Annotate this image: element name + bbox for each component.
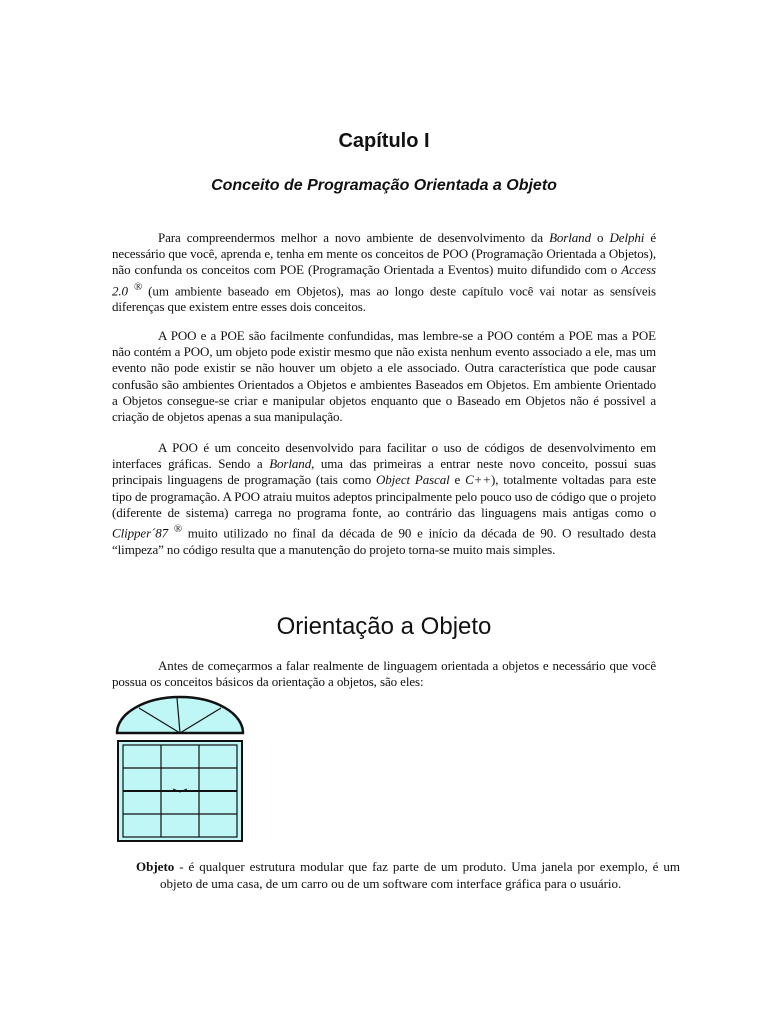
object-pascal-term: Object Pascal: [375, 472, 450, 488]
borland-term: Borland: [549, 230, 591, 245]
definition-term: Objeto: [136, 859, 175, 874]
delphi-term: Delphi: [609, 230, 645, 245]
window-illustration: [115, 695, 245, 843]
paragraph-concepts-intro: Antes de começarmos a falar realmente de linguagem orientada a objetos e necessário que você possua os conceitos básicos da orientação a objetos, são eles:: [112, 658, 656, 690]
chapter-title: Capítulo I: [338, 130, 430, 152]
cpp-term: C++: [465, 472, 491, 488]
registered-mark: ®: [134, 280, 143, 293]
chapter-subtitle: Conceito de Programação Orientada a Objeto: [211, 177, 557, 194]
definition-objeto: Objeto - é qualquer estrutura modular que faz parte de um produto. Uma janela por exemplo, é um objeto de uma casa, de um carro ou de um software com interface gráfica para o usuário.: [136, 859, 680, 891]
paragraph-poo-poe: A POO e a POE são facilmente confundidas, mas lembre-se a POO contém a POE mas a POE não contém a POO, um objeto pode existir mesmo que não exista nenhum evento associado a ele, mas um evento não pode existir se não houver um objeto a ele associado. Outra característica que pode causar confusão são ambientes Orientados a Objetos e ambientes Baseados em Objetos. Em ambiente Orientado a Objetos consegue-se criar e manipular objetos enquanto que o Baseado em Objetos não é possivel a criação de objetos apenas a sua manipulação.: [112, 328, 656, 425]
paragraph-poo-history: A POO é um conceito desenvolvido para facilitar o uso de códigos de desenvolvimento em interfaces gráficas. Sendo a Borland, uma das primeiras a entrar neste novo conceito, possui suas principais linguagens de programação (tais como Object Pascal e C++), totalmente voltadas para este tipo de programação. A POO atraiu muitos adeptos principalmente pelo pouco uso de código que o projeto (diferente de sistema) carrega no programa fonte, ao contrário das linguagens mais antigas como o Clipper´87 ® muito utilizado no final da década de 90 e início da década de 90. O resultado desta “limpeza” no código resulta que a manutenção do projeto torna-se muito mais simples.: [112, 440, 657, 557]
section-title: Orientação a Objeto: [276, 613, 492, 640]
registered-mark: ®: [173, 523, 182, 536]
borland-term: Borland: [269, 456, 312, 472]
clipper-term: Clipper´87: [112, 525, 169, 541]
access-term: Access 2.0: [112, 262, 656, 298]
paragraph-intro: Para compreendermos melhor a novo ambiente de desenvolvimento da Borland o Delphi é necessário que você, aprenda e, tenha em mente os conceitos de POO (Programação Orientada a Objetos), não confunda os conceitos com POE (Programação Orientada a Eventos) muito difundido com o Access 2.0 ® (um ambiente baseado em Objetos), mas ao longo deste capítulo você vai notar as sensíveis diferenças que existem entre esses dois conceitos.: [112, 230, 656, 315]
